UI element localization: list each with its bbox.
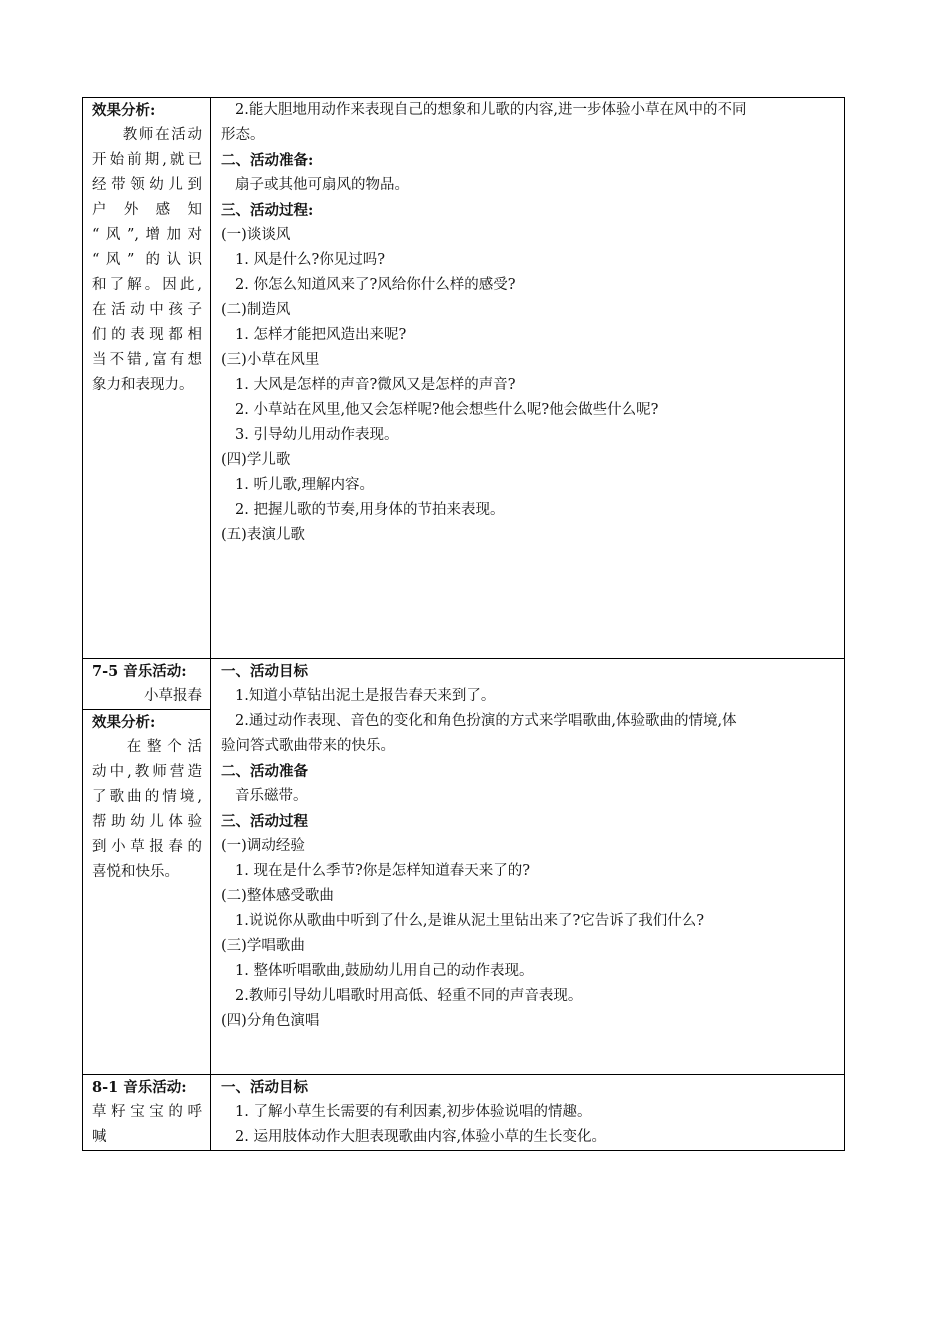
goal-item: 1. 了解小草生长需要的有利因素,初步体验说唱的情趣。 xyxy=(235,1104,592,1120)
step-item: 1.说说你从歌曲中听到了什么,是谁从泥土里钻出来了?它告诉了我们什么? xyxy=(235,913,704,929)
section-heading: 一、活动目标 xyxy=(221,1079,308,1096)
lesson-plan-document xyxy=(82,97,844,1151)
step-title: (一)调动经验 xyxy=(221,838,305,854)
step-title: (三)学唱歌曲 xyxy=(221,938,305,954)
section-heading: 二、活动准备 xyxy=(221,763,308,780)
step-title: (二)整体感受歌曲 xyxy=(221,888,334,904)
table-row xyxy=(83,1075,845,1151)
step-title: (五)表演儿歌 xyxy=(221,527,305,543)
effect-analysis-box xyxy=(83,709,210,885)
activity-content-cell xyxy=(211,659,845,1075)
note-line: 教师在活动 xyxy=(121,127,202,143)
section-heading: 一、活动目标 xyxy=(221,663,308,680)
step-title: (四)学儿歌 xyxy=(221,452,291,468)
step-item: 1. 整体听唱歌曲,鼓励幼儿用自己的动作表现。 xyxy=(235,963,534,979)
prep-text: 音乐磁带。 xyxy=(235,788,308,804)
activity-label: 7-5 音乐活动: xyxy=(92,663,187,680)
note-line: 开始前期,就已 xyxy=(92,152,202,168)
section-heading: 二、活动准备: xyxy=(221,152,314,169)
effect-analysis-note xyxy=(83,123,210,398)
note-line: “风”,增加对 xyxy=(92,227,202,243)
step-item: 2. 把握儿歌的节奏,用身体的节拍来表现。 xyxy=(235,502,505,518)
step-title: (四)分角色演唱 xyxy=(221,1013,320,1029)
note-line: 象力和表现力。 xyxy=(92,377,194,393)
note-line: 在活动中孩子 xyxy=(92,302,202,318)
step-item: 1. 听儿歌,理解内容。 xyxy=(235,477,375,493)
section-heading: 三、活动过程 xyxy=(221,813,308,830)
note-line: 了歌曲的情境, xyxy=(92,789,202,805)
activity-title-box xyxy=(83,659,210,709)
left-column-cell xyxy=(83,98,211,659)
note-line: “风” 的认识 xyxy=(92,252,202,268)
effect-analysis-label: 效果分析: xyxy=(92,714,156,731)
note-line: 当不错,富有想 xyxy=(92,352,202,368)
step-item: 1. 现在是什么季节?你是怎样知道春天来了的? xyxy=(235,863,530,879)
note-line: 户 外 感 知 xyxy=(92,202,202,218)
effect-analysis-label: 效果分析: xyxy=(92,102,156,119)
step-item: 3. 引导幼儿用动作表现。 xyxy=(235,427,399,443)
goal-item-continuation: 形态。 xyxy=(221,127,265,143)
goal-item: 2.能大胆地用动作来表现自己的想象和儿歌的内容,进一步体验小草在风中的不同 xyxy=(235,102,747,118)
step-title: (三)小草在风里 xyxy=(221,352,320,368)
note-line: 动中,教师营造 xyxy=(92,764,202,780)
left-column-cell xyxy=(83,1075,211,1151)
activity-content-cell xyxy=(211,1075,845,1151)
note-line: 经带领幼儿到 xyxy=(92,177,202,193)
step-item: 1. 大风是怎样的声音?微风又是怎样的声音? xyxy=(235,377,516,393)
step-item: 2. 小草站在风里,他又会怎样呢?他会想些什么呢?他会做些什么呢? xyxy=(235,402,659,418)
lesson-plan-table xyxy=(82,97,845,1151)
step-item: 2. 你怎么知道风来了?风给你什么样的感受? xyxy=(235,277,516,293)
table-row xyxy=(83,659,845,1075)
goal-item: 1.知道小草钻出泥土是报告春天来到了。 xyxy=(235,688,496,704)
note-line: 们的表现都相 xyxy=(92,327,202,343)
step-item: 1. 风是什么?你见过吗? xyxy=(235,252,385,268)
section-heading: 三、活动过程: xyxy=(221,202,314,219)
activity-content-cell xyxy=(211,98,845,659)
activity-label: 8-1 音乐活动: xyxy=(92,1079,187,1096)
table-row xyxy=(83,98,845,659)
note-line: 帮助幼儿体验 xyxy=(92,814,202,830)
note-line: 喜悦和快乐。 xyxy=(92,864,179,880)
activity-name: 小草报春 xyxy=(144,688,202,704)
step-title: (一)谈谈风 xyxy=(221,227,291,243)
step-title: (二)制造风 xyxy=(221,302,291,318)
step-item: 2.教师引导幼儿唱歌时用高低、轻重不同的声音表现。 xyxy=(235,988,583,1004)
activity-name xyxy=(83,1100,210,1150)
activity-name-line: 草籽宝宝的呼 xyxy=(92,1104,202,1120)
step-item: 1. 怎样才能把风造出来呢? xyxy=(235,327,407,343)
prep-text: 扇子或其他可扇风的物品。 xyxy=(235,177,409,193)
goal-item-continuation: 验问答式歌曲带来的快乐。 xyxy=(221,738,395,754)
note-line: 和了解。因此, xyxy=(92,277,202,293)
activity-name-line: 喊 xyxy=(92,1129,107,1145)
effect-analysis-note xyxy=(83,735,210,885)
goal-item: 2. 运用肢体动作大胆表现歌曲内容,体验小草的生长变化。 xyxy=(235,1129,607,1145)
note-line: 到小草报春的 xyxy=(92,839,202,855)
goal-item: 2.通过动作表现、音色的变化和角色扮演的方式来学唱歌曲,体验歌曲的情境,体 xyxy=(235,713,737,729)
left-column-cell xyxy=(83,659,211,1075)
note-line: 在整个活 xyxy=(121,739,202,755)
